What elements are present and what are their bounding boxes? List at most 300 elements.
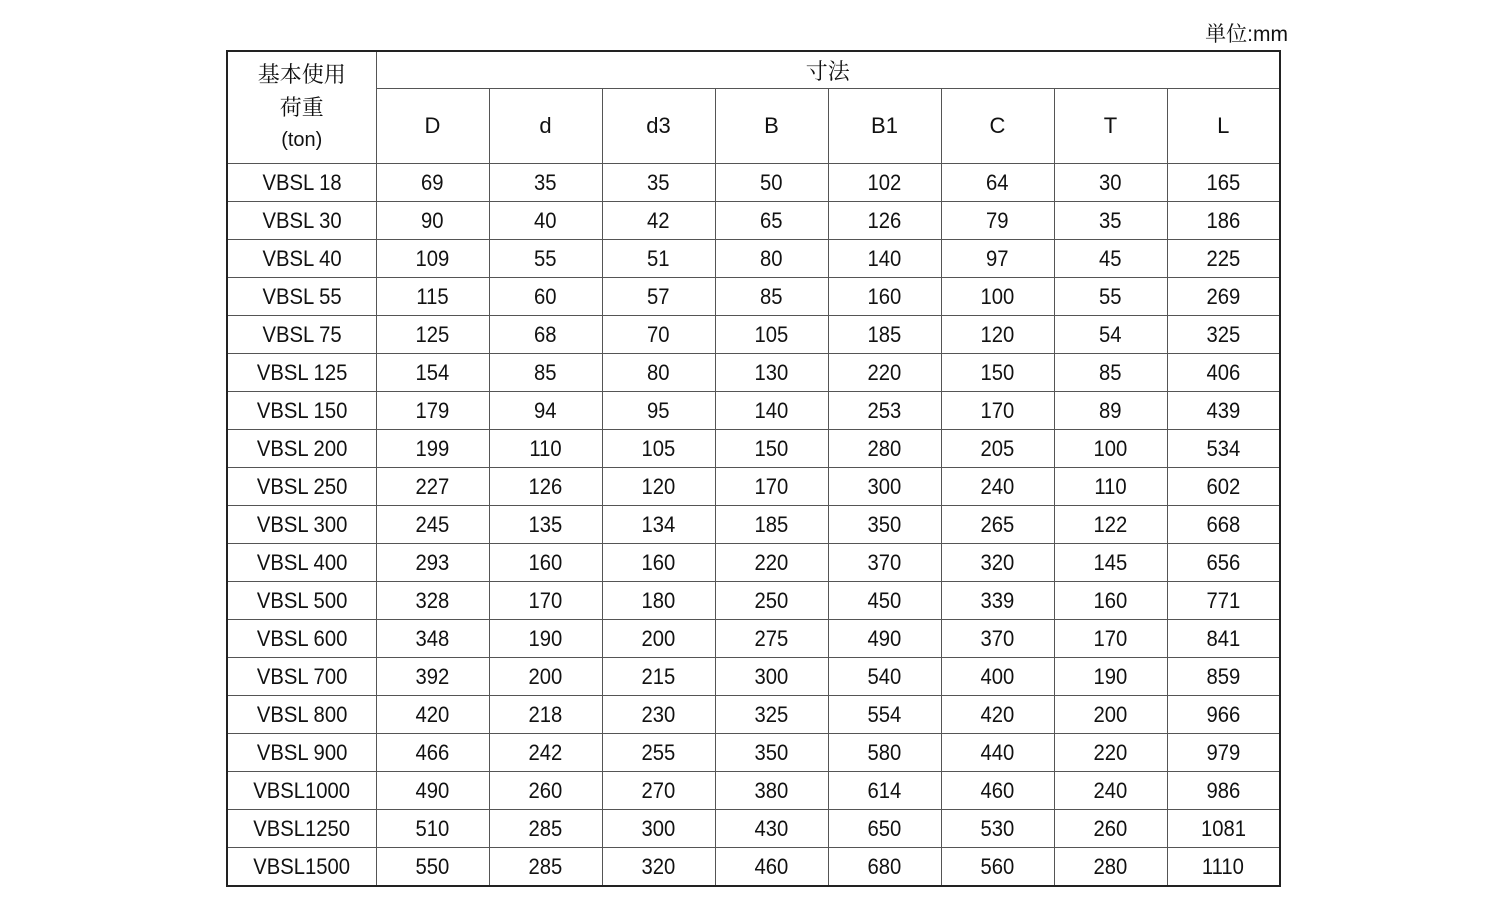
value-cell (376, 506, 489, 544)
dimension-value: 110 (1094, 473, 1127, 499)
dimension-value: 145 (1093, 549, 1128, 575)
table-row (227, 316, 1280, 354)
value-cell (602, 240, 715, 278)
dimension-value: 650 (867, 815, 902, 841)
value-cell (1054, 202, 1167, 240)
dimension-value: 122 (1093, 511, 1128, 537)
load-header-line1: 基本使用 (257, 62, 346, 87)
value-cell (715, 696, 828, 734)
dimension-value: 614 (867, 777, 902, 803)
dimension-value: 986 (1206, 777, 1241, 803)
dimension-value: 85 (760, 283, 783, 309)
dimension-value: 85 (1099, 359, 1122, 385)
value-cell (602, 658, 715, 696)
value-cell (1054, 316, 1167, 354)
dimension-value: 186 (1206, 207, 1241, 233)
dimension-value: 680 (867, 853, 902, 879)
dimension-value: 260 (1093, 815, 1128, 841)
dimension-value: 80 (760, 245, 783, 271)
dimension-value: 95 (647, 397, 670, 423)
value-cell (602, 506, 715, 544)
dimension-value: 100 (1093, 435, 1128, 461)
dimension-value: 85 (534, 359, 557, 385)
value-cell (376, 620, 489, 658)
dimension-value: 420 (415, 701, 450, 727)
dimension-value: 285 (528, 853, 563, 879)
dimension-value: 280 (867, 435, 902, 461)
value-cell (715, 810, 828, 848)
dimension-value: 105 (641, 435, 676, 461)
value-cell (602, 848, 715, 887)
dimension-value: 602 (1206, 473, 1241, 499)
column-header: C (941, 89, 1054, 164)
value-cell (941, 202, 1054, 240)
dimension-value: 180 (641, 587, 676, 613)
dimension-value: 269 (1206, 283, 1241, 309)
dimension-value: 150 (980, 359, 1015, 385)
value-cell (489, 582, 602, 620)
dimension-value: 242 (528, 739, 563, 765)
dimensions-table (226, 50, 1281, 887)
value-cell (602, 164, 715, 202)
value-cell (489, 696, 602, 734)
value-cell (828, 772, 941, 810)
value-cell (828, 734, 941, 772)
value-cell (1167, 392, 1280, 430)
dimension-value: 350 (867, 511, 902, 537)
value-cell (828, 354, 941, 392)
value-cell (715, 164, 828, 202)
value-cell (941, 392, 1054, 430)
table-row (227, 772, 1280, 810)
table-row (227, 278, 1280, 316)
table-row (227, 392, 1280, 430)
dimension-value: 300 (754, 663, 789, 689)
value-cell (1054, 772, 1167, 810)
column-header: L (1167, 89, 1280, 164)
model-name: VBSL 40 (262, 245, 342, 271)
value-cell (828, 468, 941, 506)
value-cell (828, 278, 941, 316)
dimension-value: 35 (534, 169, 557, 195)
dimension-value: 50 (760, 169, 783, 195)
value-cell (1167, 202, 1280, 240)
value-cell (489, 506, 602, 544)
load-header-line3: (ton) (281, 129, 323, 151)
dimension-value: 154 (415, 359, 450, 385)
dimension-value: 966 (1206, 701, 1241, 727)
value-cell (828, 316, 941, 354)
dimension-value: 328 (415, 587, 450, 613)
value-cell (376, 240, 489, 278)
value-cell (376, 772, 489, 810)
dimension-value: 218 (528, 701, 563, 727)
dimension-value: 115 (416, 283, 449, 309)
model-cell (227, 734, 376, 772)
value-cell (715, 506, 828, 544)
dimension-value: 64 (986, 169, 1009, 195)
value-cell (715, 354, 828, 392)
dimension-value: 134 (641, 511, 676, 537)
value-cell (941, 316, 1054, 354)
dimension-value: 55 (534, 245, 557, 271)
value-cell (828, 430, 941, 468)
value-cell (602, 278, 715, 316)
dimension-value: 205 (980, 435, 1015, 461)
model-cell (227, 392, 376, 430)
table-row (227, 164, 1280, 202)
dimension-value: 560 (980, 853, 1015, 879)
column-header: B (715, 89, 828, 164)
model-cell (227, 772, 376, 810)
dimension-value: 320 (641, 853, 676, 879)
value-cell (489, 240, 602, 278)
value-cell (1167, 658, 1280, 696)
value-cell (376, 658, 489, 696)
model-name: VBSL 55 (262, 283, 342, 309)
dimension-value: 1081 (1200, 815, 1246, 841)
dimension-value: 55 (1099, 283, 1122, 309)
value-cell (602, 810, 715, 848)
value-cell (941, 240, 1054, 278)
value-cell (715, 278, 828, 316)
table-row (227, 620, 1280, 658)
dimension-value: 490 (867, 625, 902, 651)
model-name: VBSL1500 (253, 853, 351, 879)
dimension-value: 90 (421, 207, 444, 233)
dimension-value: 285 (528, 815, 563, 841)
model-name: VBSL1250 (253, 815, 351, 841)
value-cell (1054, 810, 1167, 848)
column-header: d3 (602, 89, 715, 164)
dimension-value: 227 (415, 473, 450, 499)
value-cell (1167, 468, 1280, 506)
value-cell (1167, 620, 1280, 658)
value-cell (1167, 848, 1280, 887)
value-cell (489, 658, 602, 696)
value-cell (715, 202, 828, 240)
value-cell (376, 544, 489, 582)
value-cell (376, 202, 489, 240)
dimension-value: 460 (980, 777, 1015, 803)
model-name: VBSL 30 (262, 207, 342, 233)
column-header: B1 (828, 89, 941, 164)
value-cell (1054, 544, 1167, 582)
dimension-value: 220 (1093, 739, 1128, 765)
value-cell (828, 582, 941, 620)
dimension-value: 554 (867, 701, 902, 727)
dimension-value: 255 (641, 739, 676, 765)
dimension-value: 35 (1099, 207, 1122, 233)
dimension-value: 140 (754, 397, 789, 423)
value-cell (489, 810, 602, 848)
value-cell (489, 468, 602, 506)
dimension-value: 250 (754, 587, 789, 613)
table-row (227, 734, 1280, 772)
model-name: VBSL 700 (256, 663, 347, 689)
model-cell (227, 202, 376, 240)
value-cell (489, 316, 602, 354)
dimension-value: 260 (528, 777, 563, 803)
value-cell (1054, 582, 1167, 620)
value-cell (489, 620, 602, 658)
table-row (227, 468, 1280, 506)
dimension-value: 490 (415, 777, 450, 803)
table-row (227, 354, 1280, 392)
value-cell (941, 620, 1054, 658)
dimension-value: 300 (867, 473, 902, 499)
value-cell (715, 392, 828, 430)
dimension-value: 70 (647, 321, 670, 347)
table-row (227, 810, 1280, 848)
dimension-value: 439 (1206, 397, 1241, 423)
dimension-value: 170 (980, 397, 1015, 423)
dimension-value: 60 (534, 283, 557, 309)
dimension-value: 57 (647, 283, 670, 309)
dimension-value: 160 (641, 549, 676, 575)
dimension-value: 293 (415, 549, 450, 575)
dimension-value: 170 (754, 473, 789, 499)
value-cell (1167, 734, 1280, 772)
value-cell (1054, 506, 1167, 544)
dimension-value: 160 (1093, 587, 1128, 613)
value-cell (602, 772, 715, 810)
dimension-value: 265 (980, 511, 1015, 537)
load-header-line2: 荷重 (279, 95, 324, 120)
value-cell (941, 506, 1054, 544)
dimension-value: 94 (534, 397, 557, 423)
dimension-value: 54 (1099, 321, 1122, 347)
value-cell (1054, 354, 1167, 392)
value-cell (941, 582, 1054, 620)
value-cell (602, 734, 715, 772)
model-cell (227, 316, 376, 354)
dimension-value: 550 (415, 853, 450, 879)
model-name: VBSL 900 (256, 739, 347, 765)
value-cell (489, 848, 602, 887)
dimension-value: 859 (1206, 663, 1241, 689)
value-cell (1054, 620, 1167, 658)
value-cell (828, 620, 941, 658)
dimension-value: 170 (1093, 625, 1128, 651)
table-row (227, 582, 1280, 620)
value-cell (828, 506, 941, 544)
table-row (227, 240, 1280, 278)
column-header: D (376, 89, 489, 164)
dimension-value: 450 (867, 587, 902, 613)
model-name: VBSL 400 (256, 549, 347, 575)
model-name: VBSL 200 (256, 435, 347, 461)
table-row (227, 202, 1280, 240)
model-cell (227, 240, 376, 278)
value-cell (376, 734, 489, 772)
dimension-value: 325 (754, 701, 789, 727)
model-cell (227, 696, 376, 734)
dimension-value: 200 (641, 625, 676, 651)
value-cell (941, 164, 1054, 202)
value-cell (489, 164, 602, 202)
dimension-value: 406 (1206, 359, 1241, 385)
dimension-value: 534 (1206, 435, 1241, 461)
dimension-value: 430 (754, 815, 789, 841)
dimension-value: 89 (1099, 397, 1122, 423)
value-cell (1167, 430, 1280, 468)
dimension-value: 320 (980, 549, 1015, 575)
value-cell (1054, 848, 1167, 887)
table-row (227, 506, 1280, 544)
dimension-value: 65 (760, 207, 783, 233)
value-cell (715, 734, 828, 772)
dimension-value: 841 (1206, 625, 1241, 651)
value-cell (1054, 164, 1167, 202)
dimension-value: 580 (867, 739, 902, 765)
dimension-value: 245 (415, 511, 450, 537)
value-cell (941, 544, 1054, 582)
dimension-value: 370 (867, 549, 902, 575)
model-name: VBSL 600 (256, 625, 347, 651)
dimension-value: 165 (1206, 169, 1241, 195)
value-cell (602, 316, 715, 354)
dimension-value: 440 (980, 739, 1015, 765)
unit-label: 単位:mm (1205, 23, 1288, 46)
value-cell (602, 544, 715, 582)
model-cell (227, 658, 376, 696)
value-cell (941, 810, 1054, 848)
value-cell (376, 468, 489, 506)
dimension-value: 35 (647, 169, 670, 195)
value-cell (941, 430, 1054, 468)
value-cell (1167, 354, 1280, 392)
table-row (227, 544, 1280, 582)
value-cell (1054, 658, 1167, 696)
value-cell (602, 468, 715, 506)
column-header: d (489, 89, 602, 164)
value-cell (376, 316, 489, 354)
value-cell (1054, 392, 1167, 430)
dimension-value: 109 (415, 245, 450, 271)
dimension-value: 348 (415, 625, 450, 651)
value-cell (489, 278, 602, 316)
dimension-value: 185 (754, 511, 789, 537)
model-cell (227, 354, 376, 392)
model-name: VBSL 125 (256, 359, 347, 385)
model-cell (227, 544, 376, 582)
model-cell (227, 582, 376, 620)
model-cell (227, 506, 376, 544)
value-cell (376, 696, 489, 734)
value-cell (602, 620, 715, 658)
dimension-value: 510 (415, 815, 450, 841)
value-cell (489, 430, 602, 468)
dimension-value: 120 (980, 321, 1015, 347)
value-cell (828, 658, 941, 696)
dimension-value: 200 (1093, 701, 1128, 727)
dimension-value: 240 (1093, 777, 1128, 803)
dimension-value: 150 (754, 435, 789, 461)
value-cell (1054, 430, 1167, 468)
dimension-value: 100 (980, 283, 1015, 309)
dimension-value: 280 (1093, 853, 1128, 879)
dimension-value: 380 (754, 777, 789, 803)
dimension-value: 220 (867, 359, 902, 385)
dimension-value: 45 (1099, 245, 1122, 271)
table-row (227, 658, 1280, 696)
dimension-value: 325 (1206, 321, 1241, 347)
model-name: VBSL 500 (256, 587, 347, 613)
value-cell (1054, 696, 1167, 734)
dimension-value: 300 (641, 815, 676, 841)
value-cell (1054, 240, 1167, 278)
value-cell (715, 772, 828, 810)
model-name: VBSL1000 (253, 777, 351, 803)
value-cell (1167, 164, 1280, 202)
model-cell (227, 430, 376, 468)
model-name: VBSL 800 (256, 701, 347, 727)
value-cell (941, 734, 1054, 772)
dimension-value: 125 (415, 321, 450, 347)
dimension-value: 230 (641, 701, 676, 727)
value-cell (602, 202, 715, 240)
dimension-value: 69 (421, 169, 444, 195)
table-row (227, 848, 1280, 887)
value-cell (941, 658, 1054, 696)
value-cell (376, 430, 489, 468)
value-cell (941, 354, 1054, 392)
value-cell (1167, 772, 1280, 810)
dimension-value: 370 (980, 625, 1015, 651)
dimension-value: 135 (528, 511, 563, 537)
dimensions-header: 寸法 (376, 51, 1280, 89)
dimension-value: 220 (754, 549, 789, 575)
dimension-value: 110 (529, 435, 562, 461)
dimension-value: 199 (415, 435, 450, 461)
value-cell (828, 392, 941, 430)
dimension-value: 190 (528, 625, 563, 651)
value-cell (376, 848, 489, 887)
dimension-value: 530 (980, 815, 1015, 841)
load-header (227, 51, 376, 164)
value-cell (602, 392, 715, 430)
value-cell (941, 278, 1054, 316)
value-cell (715, 544, 828, 582)
dimension-value: 420 (980, 701, 1015, 727)
dimension-value: 126 (867, 207, 902, 233)
value-cell (376, 164, 489, 202)
value-cell (602, 582, 715, 620)
dimension-value: 275 (754, 625, 789, 651)
value-cell (715, 316, 828, 354)
dimension-value: 350 (754, 739, 789, 765)
dimension-value: 30 (1099, 169, 1122, 195)
dimension-value: 160 (528, 549, 563, 575)
value-cell (376, 354, 489, 392)
value-cell (376, 582, 489, 620)
dimension-value: 979 (1206, 739, 1241, 765)
dimension-value: 668 (1206, 511, 1241, 537)
value-cell (1054, 278, 1167, 316)
dimension-value: 460 (754, 853, 789, 879)
model-cell (227, 164, 376, 202)
value-cell (828, 164, 941, 202)
dimension-value: 79 (986, 207, 1009, 233)
dimension-value: 339 (980, 587, 1015, 613)
model-name: VBSL 75 (262, 321, 342, 347)
dimension-value: 190 (1093, 663, 1128, 689)
value-cell (828, 240, 941, 278)
dimension-value: 97 (986, 245, 1009, 271)
dimension-value: 130 (754, 359, 789, 385)
dimension-value: 51 (647, 245, 670, 271)
